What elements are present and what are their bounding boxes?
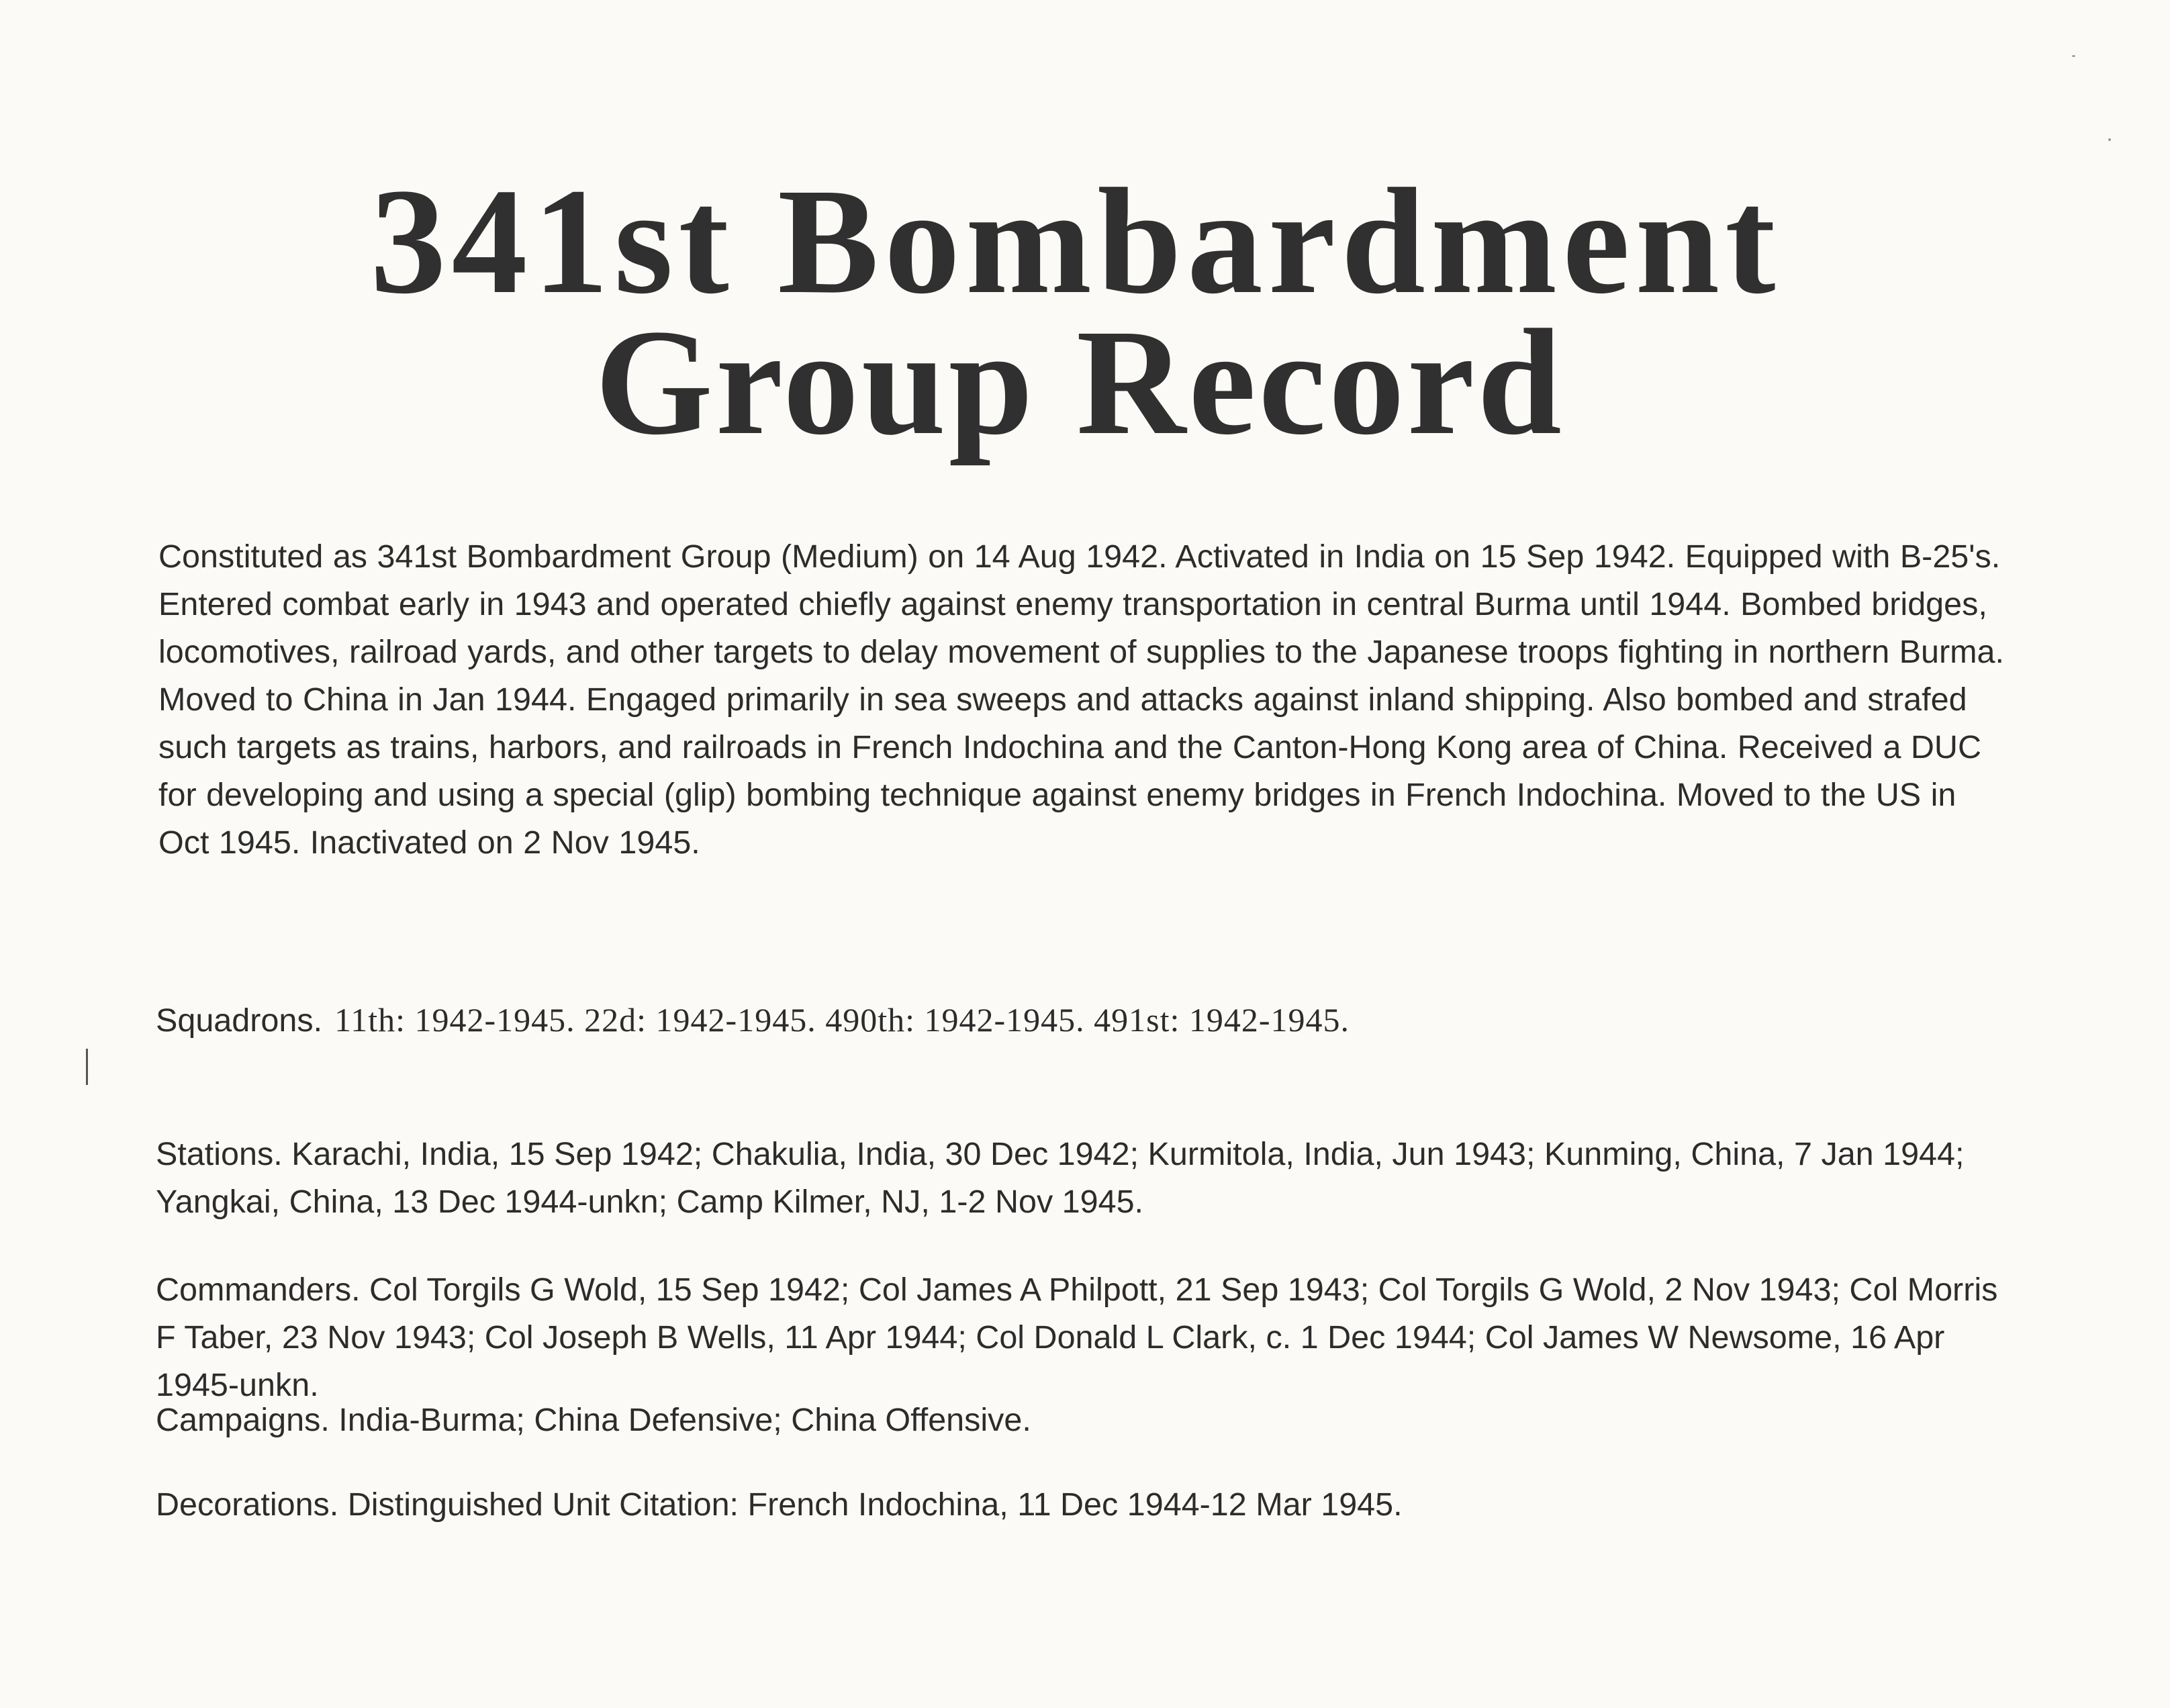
squadrons-label: Squadrons. — [156, 1002, 323, 1039]
scan-speck — [2108, 138, 2111, 141]
commanders-paragraph: Commanders. Col Torgils G Wold, 15 Sep 1942; Col James A Philpott, 21 Sep 1943; Col Torgils G Wold, 2 Nov 1943; Col Morris F Taber, 23 Nov 1943; Col Joseph B Wells, 11 Apr 1944; Col Donald L Clark, c. 1 Dec 1944; Col James W Newsome, 16 Apr 1945-unkn. — [156, 1272, 1998, 1403]
decorations-paragraph: Decorations. Distinguished Unit Citation: French Indochina, 11 Dec 1944-12 Mar 1945. — [156, 1486, 1403, 1523]
margin-mark — [86, 1049, 88, 1085]
stations-paragraph: Stations. Karachi, India, 15 Sep 1942; Chakulia, India, 30 Dec 1942; Kurmitola, India, Jun 1943; Kunming, China, 7 Jan 1944; Yangkai, China, 13 Dec 1944-unkn; Camp Kilmer, NJ, 1-2 Nov 1945. — [156, 1136, 1965, 1220]
page-title-line-2: Group Record — [595, 298, 1564, 466]
page-title-line-1: 341st Bombardment — [370, 157, 1781, 325]
history-paragraph: Constituted as 341st Bombardment Group (Medium) on 14 Aug 1942. Activated in India on 15 Sep 1942. Equipped with B-25's. Entered combat early in 1943 and operated chiefly against enemy transportation in central Burma until 1944. Bombed bridges, locomotives, railroad yards, and other targets to delay movement of supplies to the Japanese troops fighting in northern Burma. Moved to China in Jan 1944. Engaged primarily in sea sweeps and attacks against inland shipping. Also bombed and strafed such targets as trains, harbors, and railroads in French Indochina and the Canton-Hong Kong area of China. Received a DUC for developing and using a special (glip) bombing technique against enemy bridges in French Indochina. Moved to the US in Oct 1945. Inactivated on 2 Nov 1945. — [158, 538, 2004, 861]
scan-speck — [2072, 55, 2075, 57]
squadrons-paragraph — [156, 996, 2009, 1045]
squadrons-list: 11th: 1942-1945. 22d: 1942-1945. 490th: 1942-1945. 491st: 1942-1945. — [334, 1001, 1350, 1039]
campaigns-paragraph: Campaigns. India-Burma; China Defensive; China Offensive. — [156, 1402, 1031, 1438]
